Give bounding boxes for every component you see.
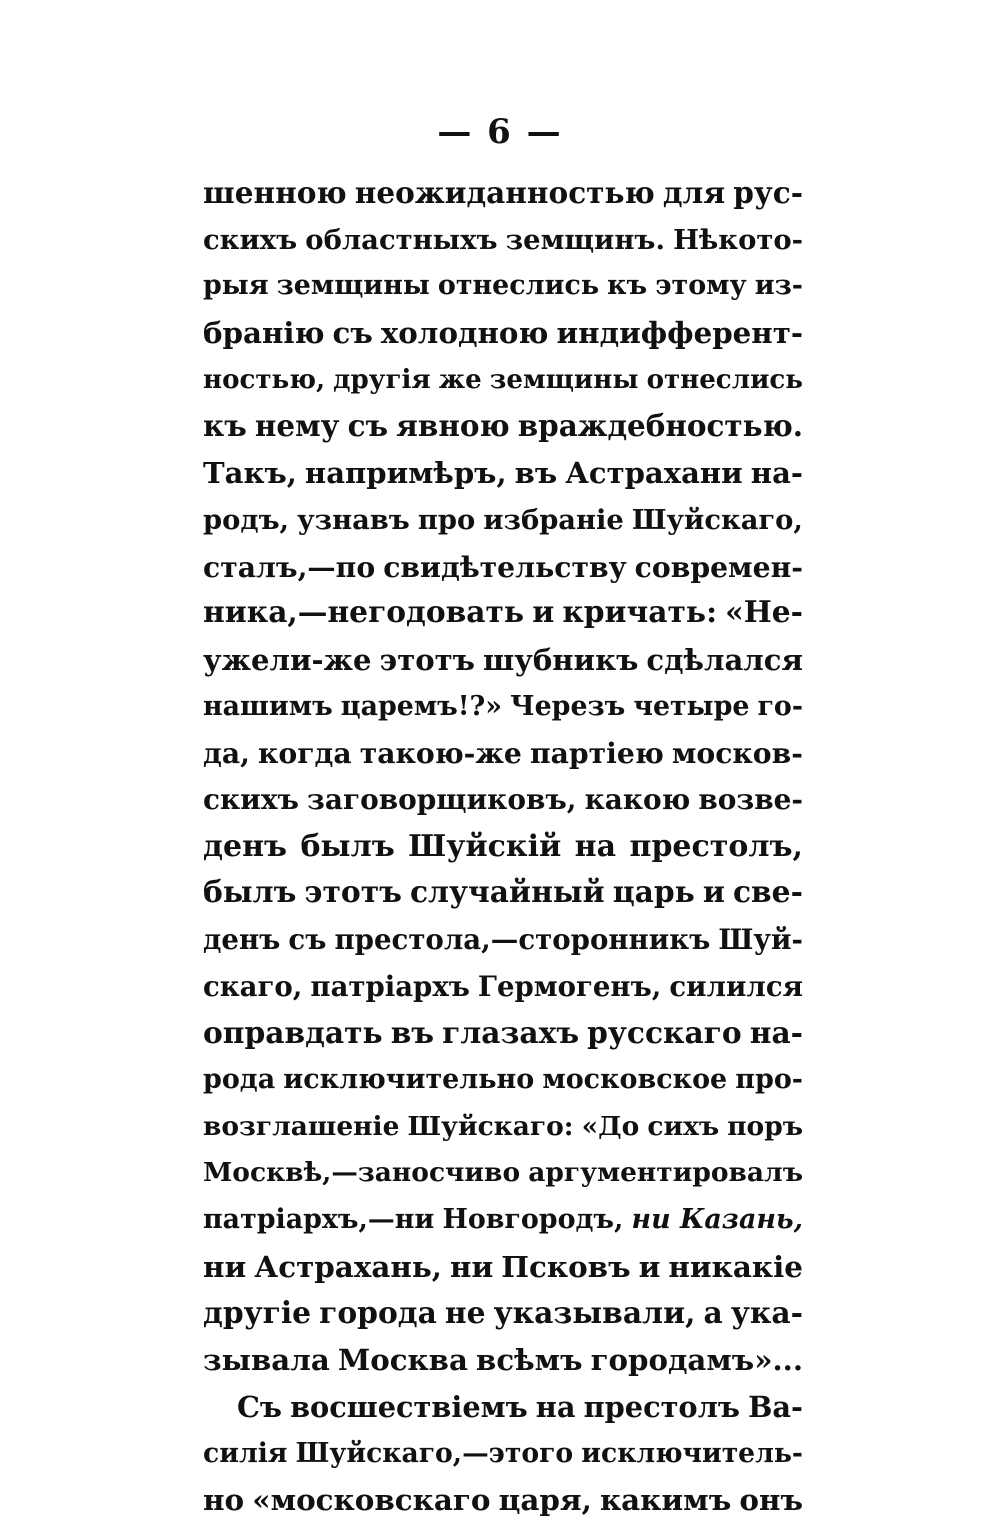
word: оправдать xyxy=(203,1015,383,1051)
text-line xyxy=(203,1431,803,1478)
word: свидѣтельству xyxy=(383,549,627,584)
word: русскаго xyxy=(587,1015,742,1051)
text-line xyxy=(203,964,803,1011)
word: на xyxy=(574,828,617,864)
word: какою xyxy=(584,782,691,816)
text-line xyxy=(203,497,803,544)
word: на xyxy=(535,1389,576,1424)
text-line xyxy=(203,1150,803,1197)
word: узнавъ xyxy=(297,503,410,536)
word: ника,—негодовать xyxy=(203,595,525,631)
text-line xyxy=(203,917,803,964)
word: рыя xyxy=(203,270,269,302)
word: Съ xyxy=(237,1389,282,1424)
text-line xyxy=(203,1477,803,1524)
word: царемъ!?» xyxy=(340,690,503,722)
word: отнеслись xyxy=(646,364,803,395)
text-line xyxy=(203,730,803,777)
word: денъ xyxy=(203,923,281,956)
word: сталъ,—по xyxy=(203,549,376,584)
word: Шуйскаго: xyxy=(407,1110,574,1142)
word: другіе xyxy=(203,1295,312,1331)
word: Шуйскаго,—этого xyxy=(295,1437,574,1469)
word: москов- xyxy=(671,736,803,771)
word: скаго, xyxy=(203,970,303,1003)
word: про- xyxy=(735,1064,803,1096)
word: этому xyxy=(655,270,747,302)
word: на- xyxy=(749,1015,803,1051)
text-line xyxy=(203,263,803,310)
word: съ xyxy=(288,923,327,956)
word: другія xyxy=(333,364,431,395)
word: и xyxy=(638,1248,661,1284)
text-line xyxy=(203,870,803,917)
word: патріархъ xyxy=(310,970,470,1003)
word: же xyxy=(438,364,482,395)
word: съ xyxy=(332,316,373,351)
text-line xyxy=(203,1104,803,1151)
word: скихъ xyxy=(203,782,299,816)
text-line xyxy=(203,1010,803,1057)
word: четыре xyxy=(633,690,750,722)
word: патріархъ,—ни xyxy=(203,1204,435,1236)
word: этотъ xyxy=(304,875,402,911)
word: Астрахань, xyxy=(254,1248,442,1284)
word: царь xyxy=(612,875,695,911)
text-line xyxy=(203,777,803,824)
word: города xyxy=(319,1295,437,1331)
word: зывала xyxy=(203,1343,330,1378)
word: Ва- xyxy=(748,1389,803,1424)
word: нашимъ xyxy=(203,690,333,722)
word: Шуйскій xyxy=(408,828,562,864)
word: въ xyxy=(514,456,558,491)
word: а xyxy=(703,1295,723,1331)
body-text xyxy=(203,170,803,1524)
text-line xyxy=(203,217,803,264)
word: восшествіемъ xyxy=(290,1389,528,1424)
text-line xyxy=(203,544,803,591)
word: Черезъ xyxy=(510,690,626,722)
word: заговорщиковъ, xyxy=(307,782,577,816)
word: шенною xyxy=(203,175,347,210)
word: этотъ xyxy=(379,642,475,677)
word: сдѣлался xyxy=(646,642,803,677)
word: кричать: xyxy=(562,595,718,631)
word: ни xyxy=(203,1248,247,1284)
text-line xyxy=(203,590,803,637)
word: ни xyxy=(450,1248,494,1284)
word: «московскаго xyxy=(252,1482,491,1518)
word: «Не- xyxy=(725,595,803,631)
word: напримѣръ, xyxy=(304,456,507,491)
word: въ xyxy=(390,1015,435,1051)
word: Москва xyxy=(337,1343,468,1378)
word: возве- xyxy=(698,782,803,816)
word: ностью, xyxy=(203,364,326,395)
text-line xyxy=(203,310,803,357)
word: Нѣкото- xyxy=(673,223,803,256)
word: го- xyxy=(757,690,803,722)
word: какимъ xyxy=(599,1482,732,1518)
word: ука- xyxy=(730,1295,803,1331)
text-line xyxy=(203,170,803,217)
word: бранію xyxy=(203,316,325,351)
text-line xyxy=(203,1197,803,1244)
word: съ xyxy=(347,408,389,444)
text-line xyxy=(203,684,803,731)
text-line xyxy=(203,403,803,450)
text-line xyxy=(203,824,803,871)
word: не xyxy=(444,1295,486,1331)
word: исключительно xyxy=(283,1064,535,1096)
word: престолъ, xyxy=(629,828,803,864)
word: земщинъ. xyxy=(505,223,665,256)
word: на- xyxy=(750,456,803,491)
word: онъ xyxy=(739,1482,803,1518)
word: индифферент- xyxy=(556,316,803,351)
word: ни Казань, xyxy=(631,1204,803,1236)
word: рус- xyxy=(733,175,803,210)
word: Гермогенъ, xyxy=(477,970,662,1003)
word: для xyxy=(662,175,726,210)
word: земщины xyxy=(276,270,430,302)
word: денъ xyxy=(203,828,288,864)
word: да, xyxy=(203,736,250,771)
word: поръ xyxy=(727,1110,803,1142)
word: «До xyxy=(581,1110,640,1142)
word: аргументировалъ xyxy=(528,1157,803,1189)
word: былъ xyxy=(300,828,395,864)
word: престола,—сторонникъ xyxy=(334,923,711,956)
word: Новгородъ, xyxy=(442,1204,624,1236)
word: избраніе xyxy=(483,503,624,536)
word: неожиданностью xyxy=(354,175,655,210)
word: былъ xyxy=(203,875,297,911)
word: случайный xyxy=(409,875,605,911)
word: указывали, xyxy=(493,1295,696,1331)
word: московское xyxy=(542,1064,728,1096)
word: къ xyxy=(203,408,247,444)
word: Псковъ xyxy=(501,1248,631,1284)
text-line xyxy=(203,637,803,684)
word: престолъ xyxy=(583,1389,740,1424)
word: про xyxy=(417,503,476,536)
word: никакіе xyxy=(668,1248,803,1284)
word: явною xyxy=(396,408,510,444)
word: Такъ, xyxy=(203,456,297,491)
word: холодною xyxy=(380,316,549,351)
word: областныхъ xyxy=(305,223,498,256)
word: скихъ xyxy=(203,223,298,256)
word: силился xyxy=(669,970,803,1003)
word: и xyxy=(702,875,725,911)
word: силія xyxy=(203,1437,288,1469)
word: возглашеніе xyxy=(203,1110,400,1142)
word: городамъ»... xyxy=(590,1343,803,1378)
word: глазахъ xyxy=(442,1015,580,1051)
page-number: — 6 — xyxy=(437,112,563,152)
text-line xyxy=(203,1057,803,1104)
word: шубникъ xyxy=(482,642,639,677)
word: отнеслись xyxy=(437,270,600,302)
word: но xyxy=(203,1482,245,1518)
text-line xyxy=(203,1244,803,1291)
word: царя, xyxy=(498,1482,592,1518)
word: и xyxy=(532,595,555,631)
text-line xyxy=(203,1337,803,1384)
word: партіею xyxy=(529,736,664,771)
word: земщины xyxy=(489,364,639,395)
word: рода xyxy=(203,1064,276,1096)
word: Москвѣ,—заносчиво xyxy=(203,1157,521,1189)
word: Шуй- xyxy=(718,923,803,956)
word: враждебностью. xyxy=(517,408,803,444)
word: исключитель- xyxy=(581,1437,803,1469)
word: современ- xyxy=(634,549,803,584)
word: Астрахани xyxy=(565,456,743,491)
word: ужели-же xyxy=(203,642,372,677)
word: сихъ xyxy=(647,1110,720,1142)
text-line xyxy=(203,357,803,404)
text-line xyxy=(203,450,803,497)
word: всѣмъ xyxy=(476,1343,583,1378)
word: родъ, xyxy=(203,503,290,536)
word: из- xyxy=(754,270,803,302)
word: Шуйскаго, xyxy=(631,503,803,536)
text-line xyxy=(203,1291,803,1338)
word: све- xyxy=(732,875,803,911)
word: когда xyxy=(258,736,352,771)
word: нему xyxy=(254,408,340,444)
word: къ xyxy=(607,270,648,302)
word: такою-же xyxy=(359,736,522,771)
